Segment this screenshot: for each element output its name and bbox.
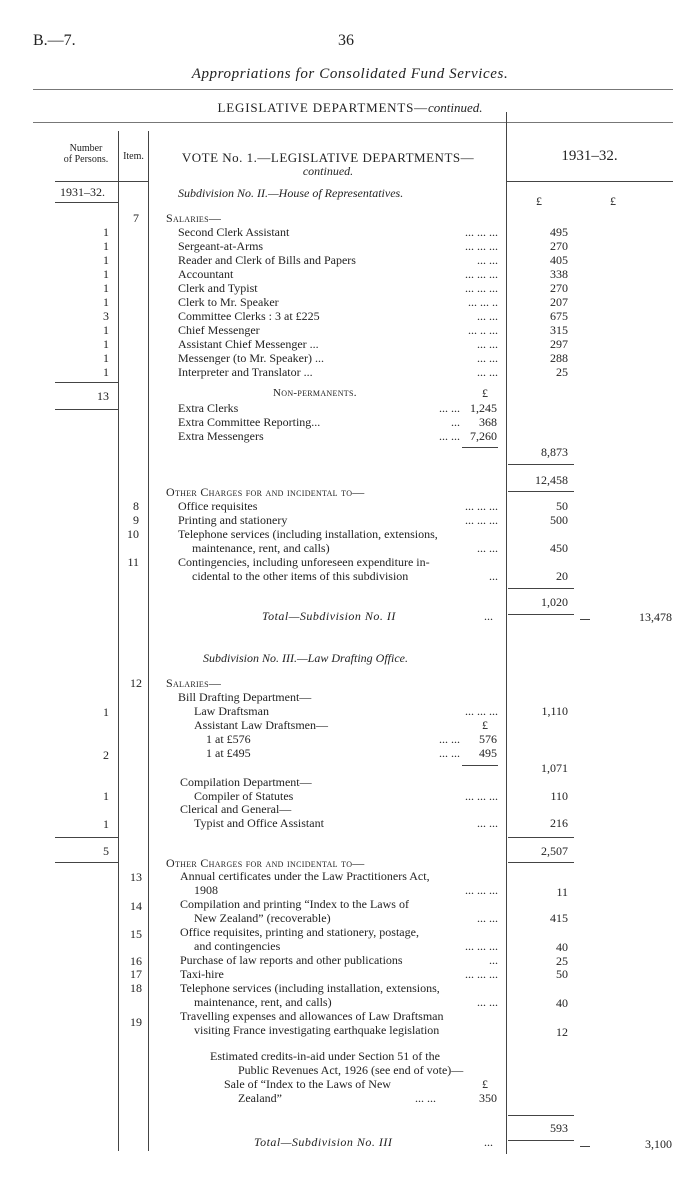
salaries-total-rule bbox=[508, 464, 574, 465]
leader-dots: ... ... .. bbox=[468, 295, 498, 309]
leader-dots: ... bbox=[484, 1135, 493, 1149]
persons-count: 1 bbox=[103, 253, 109, 267]
item-number: 19 bbox=[130, 1015, 142, 1029]
header-rule-right bbox=[506, 181, 673, 182]
leader-dots: ... ... bbox=[477, 365, 498, 379]
pound-sign: £ bbox=[482, 1077, 488, 1091]
compiler-label: Compiler of Statutes bbox=[194, 789, 294, 803]
department-continued: continued. bbox=[427, 100, 483, 115]
pound-sign-col2: £ bbox=[610, 194, 616, 208]
leader-dots: ... ... ... bbox=[465, 225, 498, 239]
item-number: 7 bbox=[133, 211, 139, 225]
salary-label: Interpreter and Translator ... bbox=[178, 365, 313, 379]
pound-sign: £ bbox=[482, 718, 488, 732]
charge-label: Office requisites bbox=[178, 499, 258, 513]
item-number: 16 bbox=[130, 954, 142, 968]
page-number: 36 bbox=[338, 32, 354, 49]
leader-dots: ... ... ... bbox=[465, 499, 498, 513]
header-vote: VOTE No. 1.—LEGISLATIVE DEPARTMENTS— bbox=[181, 150, 475, 165]
persons-total-rule bbox=[55, 409, 118, 410]
salary-label: Accountant bbox=[178, 267, 234, 281]
leader-dots: ... bbox=[484, 609, 493, 623]
charge-label-cont: New Zealand” (recoverable) bbox=[194, 911, 331, 925]
header-number-of-persons bbox=[55, 143, 117, 165]
salary-amount: 495 bbox=[550, 225, 568, 239]
item-number: 12 bbox=[130, 676, 142, 690]
persons-count: 1 bbox=[103, 239, 109, 253]
assistant-draftsman-1-amount: 576 bbox=[479, 732, 497, 746]
clerical-general: Clerical and General— bbox=[180, 802, 292, 816]
salaries-total-underline bbox=[508, 491, 574, 492]
salary-amount: 315 bbox=[550, 323, 568, 337]
charge-label: Contingencies, including unforeseen expenditure in- bbox=[178, 555, 430, 569]
title-rule bbox=[33, 89, 673, 90]
persons-year: 1931–32. bbox=[60, 185, 105, 199]
sub2-salaries-total: 12,458 bbox=[535, 473, 568, 487]
page-reference: B.—7. bbox=[33, 32, 76, 49]
sub3-other-total: 593 bbox=[550, 1121, 568, 1135]
leader-dots: ... ... bbox=[439, 401, 460, 415]
persons-subtotal-rule bbox=[55, 837, 118, 838]
leader-dots: ... bbox=[489, 953, 498, 967]
non-permanent-label: Extra Messengers bbox=[178, 429, 264, 443]
total-leader-rule bbox=[580, 1146, 590, 1147]
persons-count: 1 bbox=[103, 351, 109, 365]
non-permanent-label: Extra Committee Reporting... bbox=[178, 415, 321, 429]
subdivision-3-total-label: Total—Subdivision No. III bbox=[254, 1135, 393, 1149]
charge-label: Purchase of law reports and other publications bbox=[180, 953, 403, 967]
non-permanent-amount: 7,260 bbox=[470, 429, 497, 443]
non-permanents-label: Non-permanents. bbox=[273, 387, 357, 399]
department-name: LEGISLATIVE DEPARTMENTS— bbox=[217, 100, 428, 115]
charge-amount: 500 bbox=[550, 513, 568, 527]
sub2-other-total: 1,020 bbox=[541, 595, 568, 609]
salary-amount: 25 bbox=[556, 365, 568, 379]
column-divider-item bbox=[148, 131, 149, 1151]
item-number: 17 bbox=[130, 967, 142, 981]
law-draftsman-amount: 1,110 bbox=[541, 704, 568, 718]
charge-label-cont: and contingencies bbox=[194, 939, 281, 953]
total-leader-rule bbox=[580, 619, 590, 620]
persons-count: 1 bbox=[103, 225, 109, 239]
leader-dots: ... ... bbox=[477, 253, 498, 267]
other-charges-rule bbox=[508, 1115, 574, 1116]
leader-dots: ... ... ... bbox=[465, 967, 498, 981]
salary-label: Chief Messenger bbox=[178, 323, 260, 337]
leader-dots: ... ... bbox=[477, 337, 498, 351]
persons-year-rule bbox=[55, 202, 118, 203]
non-permanent-label: Extra Clerks bbox=[178, 401, 239, 415]
leader-dots: ... ... ... bbox=[465, 704, 498, 718]
salaries-label: Salaries— bbox=[166, 211, 222, 225]
persons-count: 2 bbox=[103, 748, 109, 762]
subdivision-2-total-label: Total—Subdivision No. II bbox=[262, 609, 396, 623]
assistant-draftsman-2: 1 at £495 bbox=[206, 746, 251, 760]
header-vote-continued: continued. bbox=[302, 164, 354, 178]
non-permanents-rule bbox=[462, 447, 498, 448]
pound-sign: £ bbox=[482, 386, 488, 400]
charge-amount: 450 bbox=[550, 541, 568, 555]
salary-amount: 297 bbox=[550, 337, 568, 351]
leader-dots: ... ... bbox=[415, 1091, 436, 1105]
charge-amount: 25 bbox=[556, 954, 568, 968]
leader-dots: ... ... bbox=[439, 429, 460, 443]
assistants-total: 1,071 bbox=[541, 761, 568, 775]
department-heading bbox=[0, 101, 700, 114]
leader-dots: ... bbox=[489, 569, 498, 583]
subdivision-3-heading: Subdivision No. III.—Law Drafting Office. bbox=[203, 651, 408, 665]
credits-in-aid-line2: Public Revenues Act, 1926 (see end of vote)— bbox=[238, 1063, 464, 1077]
other-charges-rule bbox=[508, 588, 574, 589]
salaries-total-rule bbox=[508, 837, 574, 838]
persons-total-rule bbox=[55, 862, 118, 863]
credits-in-aid-line1: Estimated credits-in-aid under Section 51 of the bbox=[210, 1049, 440, 1063]
persons-count: 1 bbox=[103, 295, 109, 309]
salary-label: Assistant Chief Messenger ... bbox=[178, 337, 319, 351]
charge-label: Office requisites, printing and stationery, postage, bbox=[180, 925, 419, 939]
salary-amount: 338 bbox=[550, 267, 568, 281]
subdivision-2-heading: Subdivision No. II.—House of Representatives. bbox=[178, 186, 404, 200]
law-draftsman-label: Law Draftsman bbox=[194, 704, 269, 718]
persons-count: 1 bbox=[103, 337, 109, 351]
persons-count: 1 bbox=[103, 705, 109, 719]
assistant-draftsmen-label: Assistant Law Draftsmen— bbox=[194, 718, 328, 732]
charge-amount: 50 bbox=[556, 967, 568, 981]
other-charges-label: Other Charges for and incidental to— bbox=[166, 856, 365, 870]
item-number: 8 bbox=[133, 499, 139, 513]
salary-label: Reader and Clerk of Bills and Papers bbox=[178, 253, 356, 267]
charge-label: Telephone services (including installation, extensions, bbox=[180, 981, 440, 995]
page-title: Appropriations for Consolidated Fund Services. bbox=[191, 66, 509, 82]
leader-dots: ... ... ... bbox=[465, 267, 498, 281]
persons-total: 13 bbox=[97, 389, 109, 403]
other-total-underline bbox=[508, 614, 574, 615]
leader-dots: ... ... bbox=[439, 746, 460, 760]
salary-amount: 270 bbox=[550, 239, 568, 253]
charge-label-cont: maintenance, rent, and calls) bbox=[192, 541, 330, 555]
persons-count: 1 bbox=[103, 281, 109, 295]
item-number: 13 bbox=[130, 870, 142, 884]
persons-count: 1 bbox=[103, 267, 109, 281]
persons-total: 5 bbox=[103, 844, 109, 858]
item-number: 18 bbox=[130, 981, 142, 995]
leader-dots: ... ... ... bbox=[465, 883, 498, 897]
typist-amount: 216 bbox=[550, 816, 568, 830]
item-number: 11 bbox=[127, 555, 139, 569]
charge-label: Taxi-hire bbox=[180, 967, 224, 981]
leader-dots: ... ... ... bbox=[465, 513, 498, 527]
persons-count: 1 bbox=[103, 817, 109, 831]
charge-amount: 40 bbox=[556, 940, 568, 954]
leader-dots: ... ... bbox=[477, 816, 498, 830]
other-total-underline bbox=[508, 1140, 574, 1141]
bill-drafting-department: Bill Drafting Department— bbox=[178, 690, 312, 704]
salaries-label: Salaries— bbox=[166, 676, 222, 690]
assistant-draftsman-1: 1 at £576 bbox=[206, 732, 251, 746]
charge-amount: 11 bbox=[556, 885, 568, 899]
charge-label: Travelling expenses and allowances of Law Draftsman bbox=[180, 1009, 444, 1023]
salary-amount: 207 bbox=[550, 295, 568, 309]
credits-in-aid-line3: Sale of “Index to the Laws of New bbox=[224, 1077, 391, 1091]
assistant-draftsman-2-amount: 495 bbox=[479, 746, 497, 760]
charge-amount: 40 bbox=[556, 996, 568, 1010]
charge-label: Printing and stationery bbox=[178, 513, 288, 527]
subdivision-3-total: 3,100 bbox=[645, 1137, 672, 1151]
assistants-rule bbox=[462, 765, 498, 766]
persons-count: 1 bbox=[103, 789, 109, 803]
salary-amount: 270 bbox=[550, 281, 568, 295]
charge-amount: 12 bbox=[556, 1025, 568, 1039]
compilation-department: Compilation Department— bbox=[180, 775, 312, 789]
charge-label-cont: visiting France investigating earthquake legislation bbox=[194, 1023, 440, 1037]
column-divider-amounts bbox=[506, 112, 507, 1154]
persons-count: 1 bbox=[103, 365, 109, 379]
leader-dots: ... ... ... bbox=[465, 281, 498, 295]
salary-label: Clerk and Typist bbox=[178, 281, 258, 295]
salaries-total-underline bbox=[508, 862, 574, 863]
charge-amount: 20 bbox=[556, 569, 568, 583]
leader-dots: ... ... ... bbox=[465, 939, 498, 953]
header-number-line2: of Persons. bbox=[63, 154, 109, 165]
salary-amount: 405 bbox=[550, 253, 568, 267]
salary-amount: 675 bbox=[550, 309, 568, 323]
salary-label: Clerk to Mr. Speaker bbox=[178, 295, 279, 309]
leader-dots: ... ... ... bbox=[465, 789, 498, 803]
persons-subtotal-rule bbox=[55, 382, 118, 383]
leader-dots: ... .. ... bbox=[468, 323, 498, 337]
typist-label: Typist and Office Assistant bbox=[194, 816, 324, 830]
leader-dots: ... ... ... bbox=[465, 239, 498, 253]
salary-label: Committee Clerks : 3 at £225 bbox=[178, 309, 320, 323]
item-number: 9 bbox=[133, 513, 139, 527]
pound-sign-col1: £ bbox=[536, 194, 542, 208]
leader-dots: ... ... bbox=[477, 995, 498, 1009]
other-charges-label: Other Charges for and incidental to— bbox=[166, 485, 365, 499]
salary-label: Messenger (to Mr. Speaker) ... bbox=[178, 351, 324, 365]
header-number-line1: Number bbox=[69, 143, 103, 154]
charge-label: Compilation and printing “Index to the Laws of bbox=[180, 897, 409, 911]
charge-label-cont: 1908 bbox=[194, 883, 218, 897]
non-permanent-amount: 1,245 bbox=[470, 401, 497, 415]
item-number: 14 bbox=[130, 899, 142, 913]
header-year: 1931–32. bbox=[561, 148, 618, 164]
charge-label: Telephone services (including installation, extensions, bbox=[178, 527, 438, 541]
header-item: Item. bbox=[123, 151, 144, 162]
leader-dots: ... ... bbox=[477, 911, 498, 925]
non-permanent-amount: 368 bbox=[479, 415, 497, 429]
salary-amount: 288 bbox=[550, 351, 568, 365]
salary-label: Second Clerk Assistant bbox=[178, 225, 290, 239]
compiler-amount: 110 bbox=[550, 789, 568, 803]
persons-count: 3 bbox=[103, 309, 109, 323]
charge-label-cont: maintenance, rent, and calls) bbox=[194, 995, 332, 1009]
subdivision-2-total: 13,478 bbox=[639, 610, 672, 624]
charge-label-cont: cidental to the other items of this subdivision bbox=[192, 569, 409, 583]
leader-dots: ... bbox=[451, 415, 460, 429]
persons-count: 1 bbox=[103, 323, 109, 337]
leader-dots: ... ... bbox=[477, 309, 498, 323]
credits-in-aid-line4: Zealand” bbox=[238, 1091, 282, 1105]
item-number: 15 bbox=[130, 927, 142, 941]
charge-label: Annual certificates under the Law Practitioners Act, bbox=[180, 869, 430, 883]
heading-rule bbox=[33, 122, 673, 123]
leader-dots: ... ... bbox=[477, 541, 498, 555]
item-number: 10 bbox=[127, 527, 139, 541]
header-rule-left bbox=[55, 181, 148, 182]
leader-dots: ... ... bbox=[477, 351, 498, 365]
column-divider-persons bbox=[118, 131, 119, 1151]
charge-amount: 415 bbox=[550, 911, 568, 925]
credits-in-aid-amount: 350 bbox=[479, 1091, 497, 1105]
charge-amount: 50 bbox=[556, 499, 568, 513]
non-permanents-total: 8,873 bbox=[541, 445, 568, 459]
sub3-salaries-total: 2,507 bbox=[541, 844, 568, 858]
salary-label: Sergeant-at-Arms bbox=[178, 239, 264, 253]
leader-dots: ... ... bbox=[439, 732, 460, 746]
